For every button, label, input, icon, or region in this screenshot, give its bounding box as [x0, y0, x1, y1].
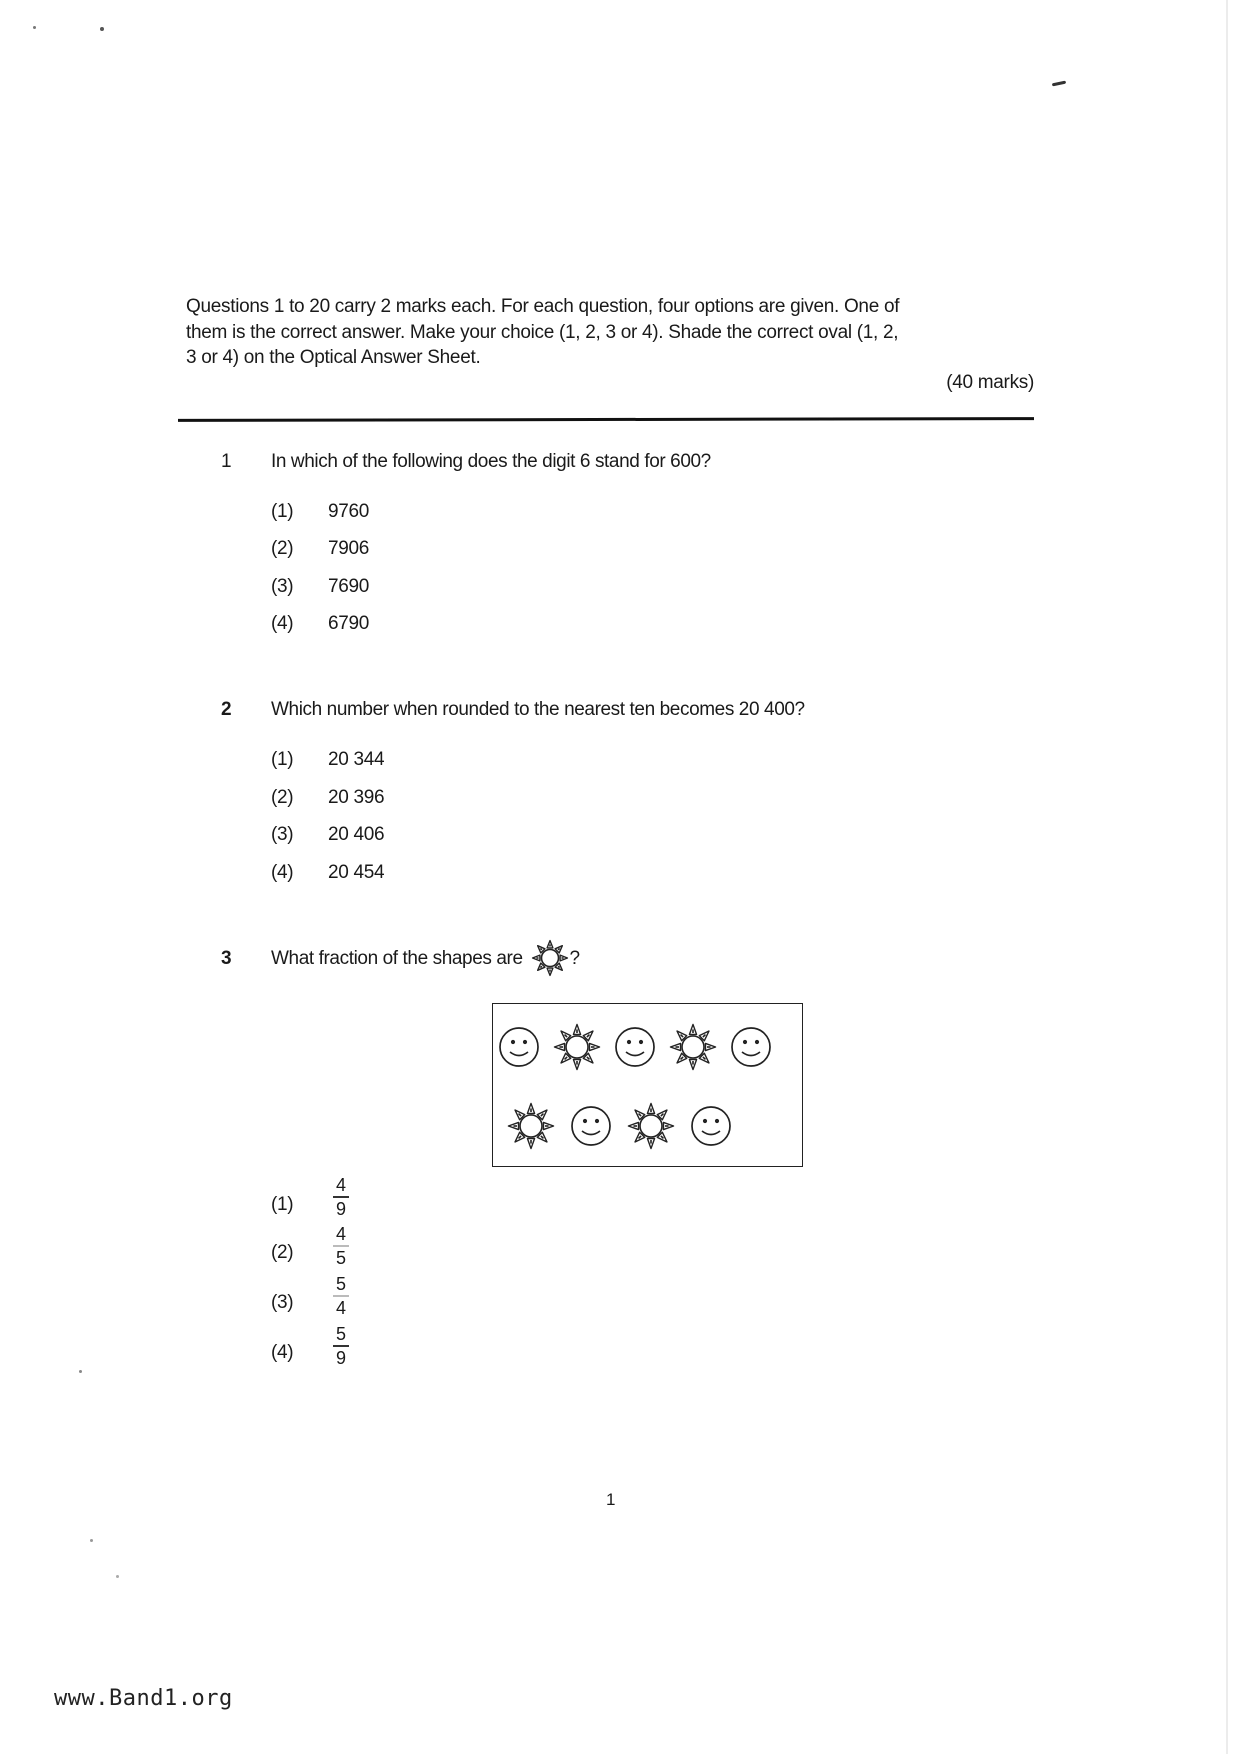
smiley-icon: [494, 1022, 544, 1072]
fraction-denominator: 9: [335, 1347, 346, 1368]
option-value: 20 396: [328, 787, 385, 808]
scan-speck: [79, 1370, 82, 1373]
instructions-line: 3 or 4) on the Optical Answer Sheet.: [186, 347, 481, 368]
fraction-numerator: 5: [335, 1324, 346, 1344]
fraction-numerator: 5: [335, 1274, 346, 1294]
fraction-option: [332, 1225, 350, 1268]
option-label: (4): [271, 1342, 294, 1363]
smiley-icon: [726, 1022, 776, 1072]
question-text-start: What fraction of the shapes are: [271, 948, 523, 969]
page-edge-shadow: [1226, 0, 1228, 1754]
option-label: (2): [271, 538, 294, 559]
option-label: (3): [271, 824, 294, 845]
question-number: 2: [221, 699, 232, 720]
option-label: (1): [271, 1194, 294, 1215]
option-value: 6790: [328, 613, 370, 634]
option-label: (3): [271, 576, 294, 597]
smiley-icon: [686, 1101, 736, 1151]
watermark: www.Band1.org: [54, 1686, 233, 1711]
fraction-denominator: 9: [335, 1198, 346, 1219]
option-label: (2): [271, 787, 294, 808]
question-text: Which number when rounded to the nearest ten becomes 20 400?: [271, 699, 805, 720]
fraction-numerator: 4: [335, 1175, 346, 1195]
smiley-icon: [566, 1101, 616, 1151]
scan-speck: [100, 27, 104, 31]
fraction-option: [332, 1325, 350, 1368]
sun-icon: [506, 1101, 556, 1151]
instructions-line: Questions 1 to 20 carry 2 marks each. For each question, four options are given. One of: [186, 296, 900, 317]
question-text-end: ?: [569, 948, 580, 969]
fraction-denominator: 5: [335, 1247, 346, 1268]
option-value: 7906: [328, 538, 370, 559]
fraction-denominator: 4: [335, 1297, 346, 1318]
option-value: 20 344: [328, 749, 385, 770]
question-number: 1: [221, 451, 232, 472]
fraction-option: [332, 1176, 350, 1219]
option-value: 20 454: [328, 862, 385, 883]
question-text: In which of the following does the digit 6 stand for 600?: [271, 451, 711, 472]
sun-icon: [626, 1101, 676, 1151]
sun-icon: [552, 1022, 602, 1072]
fraction-bar: [333, 1245, 349, 1247]
scan-speck: [90, 1539, 93, 1542]
page-number: 1: [606, 1490, 616, 1509]
option-label: (1): [271, 749, 294, 770]
fraction-bar: [333, 1345, 349, 1347]
shapes-figure: [492, 1003, 803, 1167]
option-label: (1): [271, 501, 294, 522]
section-divider: [178, 417, 1034, 422]
instructions-line: them is the correct answer. Make your choice (1, 2, 3 or 4). Shade the correct oval (1, 2,: [186, 322, 899, 343]
sun-icon: [530, 938, 570, 978]
fraction-bar: [333, 1295, 349, 1297]
total-marks: (40 marks): [946, 372, 1034, 393]
scan-speck: [116, 1575, 119, 1578]
scan-speck: [33, 26, 36, 29]
smiley-icon: [610, 1022, 660, 1072]
option-value: 9760: [328, 501, 370, 522]
scan-mark: [1052, 81, 1066, 87]
question-text: [271, 949, 580, 968]
fraction-bar: [333, 1196, 349, 1198]
fraction-option: [332, 1275, 350, 1318]
option-value: 20 406: [328, 824, 385, 845]
option-value: 7690: [328, 576, 370, 597]
fraction-numerator: 4: [335, 1224, 346, 1244]
option-label: (3): [271, 1292, 294, 1313]
option-label: (4): [271, 613, 294, 634]
sun-icon: [668, 1022, 718, 1072]
option-label: (4): [271, 862, 294, 883]
question-number: 3: [221, 948, 232, 969]
option-label: (2): [271, 1242, 294, 1263]
